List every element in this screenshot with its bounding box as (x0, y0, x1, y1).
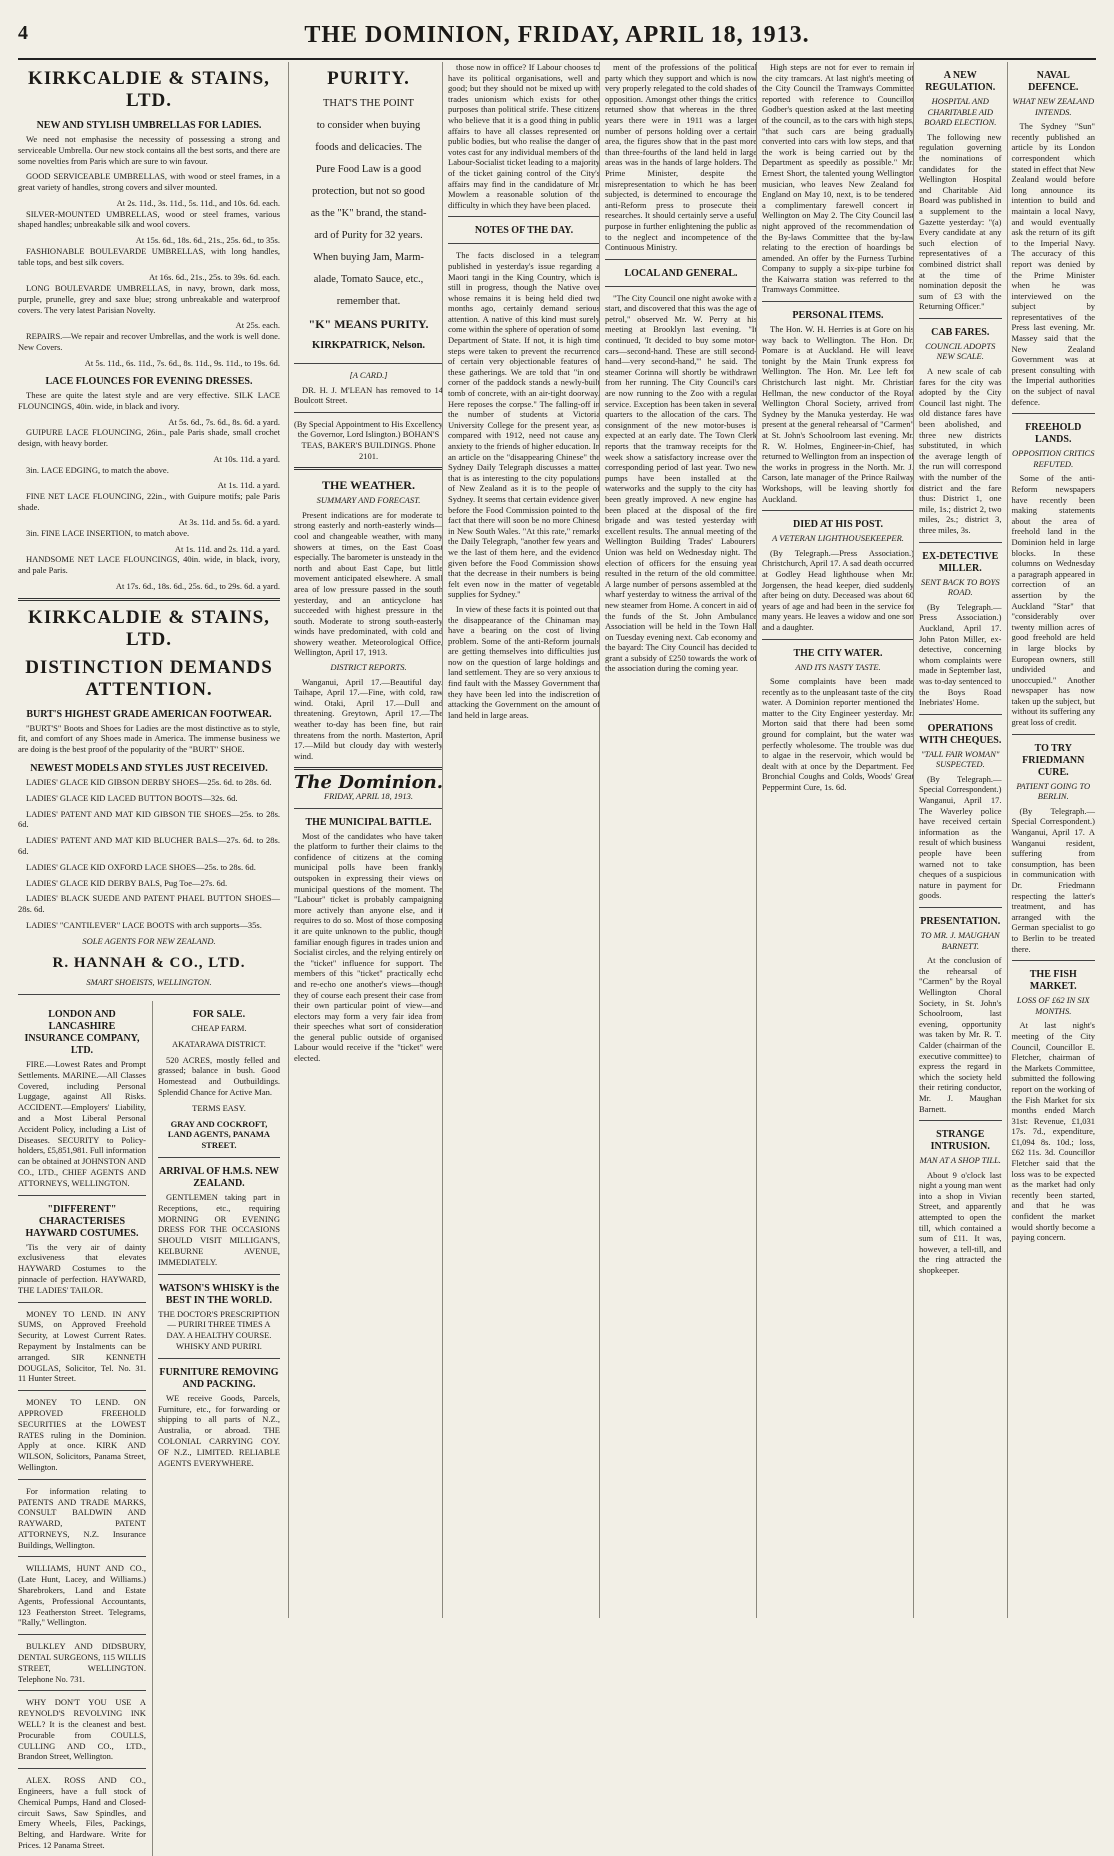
local-continued: High steps are not for ever to remain in the city tramcars. At last night's meeting of the City Council the Tramways Committee reported with reference to Councillor Godber's question asked at the last meeting of the council, as to the cars with high steps, "that such cars are being gradually converted into cars with low steps, and that the work is being carried out by the Department as speedily as possible." Mr. Ernest Short, the talented young Wellington musician, who leaves New Zealand for England on May 10, next, is to be tendered a complimentary farewell concert in Wellington on May 2. The City Council last night approved of the recommendation of the By-laws Committee that the by-law relating to the erection of hoardings be amended. An offer by the Furness Turbine Company to supply a six-pipe turbine for the Kaiwarra station was referred to the Tramways Committee. (762, 62, 914, 295)
local-heading: LOCAL AND GENERAL. (624, 267, 738, 279)
column-editorial (442, 62, 600, 1618)
umbrella-item: GOOD SERVICEABLE UMBRELLAS, with wood or steel frames, in a great variety of handles, strong covers and silver mounted. At 2s. 11d., 3s. 11d., 5s. 11d., and 10s. 6d. each. (18, 171, 280, 208)
sole-agents: SOLE AGENTS FOR NEW ZEALAND. (82, 935, 216, 946)
cab-subheading: COUNCIL ADOPTS NEW SCALE. (925, 340, 996, 362)
burt-subheading: NEWEST MODELS AND STYLES JUST RECEIVED. (30, 763, 268, 775)
freehold-heading: FREEHOLD LANDS. (1025, 422, 1082, 446)
purity-heading: PURITY. (327, 68, 410, 89)
card-heading: [A CARD.] (349, 370, 388, 380)
detective-subheading: SENT BACK TO BOYS ROAD. (920, 576, 1000, 598)
insurance-body: FIRE.—Lowest Rates and Prompt Settlements. MARINE.—All Classes Covered, including Personal Luggage, against All Risks. ACCIDENT.—Employers' Liability, and a Most Liberal Personal Accident Policy, including a List of Diseases. SECURITY to Policy-holders, £5,851,981. Full information can be obtained at JOHNSTON AND CO., LTD., CHIEF AGENTS AND ATTORNEYS, WELLINGTON. (18, 1059, 146, 1188)
friedmann-body: (By Telegraph.—Special Correspondent.) Wanganui, April 17. A Wanganui resident, suffering from consumption, has been in communication with Dr. Friedmann respecting the latter's treatment, and has arranged with the German specialist to go to Berlin to be treated there. (1011, 805, 1095, 954)
weather-heading: THE WEATHER. (322, 478, 415, 493)
shoe-item: LADIES' GLACE KID GIBSON DERBY SHOES—25s. 6d. to 28s. 6d. (26, 777, 272, 788)
lace-item: HANDSOME NET LACE FLOUNCINGS, 40in. wide, in black, ivory, and pale Paris. At 17s. 6d., 18s. 6d., 25s. 6d., to 29s. 6d. a yard. (18, 554, 280, 592)
died-heading: DIED AT HIS POST. (792, 519, 884, 531)
small-ad: MONEY TO LEND. ON APPROVED FREEHOLD SECURITIES at the LOWEST RATES ruling in the Dominion. Apply at once. KIRK AND WILSON, Solicitors, Panama Street, Wellington. (18, 1397, 146, 1472)
lace-item: GUIPURE LACE FLOUNCING, 26in., pale Paris shade, small crochet design, with heavy border. At 10s. 11d. a yard. (18, 427, 280, 464)
column-news (913, 62, 1095, 1618)
notes-heading: NOTES OF THE DAY. (474, 225, 574, 237)
personal-body: The Hon. W. H. Herries is at Gore on his way back to Wellington. The Hon. Dr. Pomare is at Auckland. He will leave tonight by the Main Trunk express for Wellington. The Hon. Mr. Lee left for Christchurch last night. Mr. Christian Hellman, the new conductor of the Royal Wellington Choral Society, arrived from Sydney by the Manuka yesterday. He was present at the general rehearsal of "Carmen" at St. John's Schoolroom last evening. Mr. R. W. Holmes, Engineer-in-Chief, has returned to Wellington from an inspection of the works in progress in the North. Mr. J. Carson, late manager of the Prince Railway Workshops, will be leaving shortly for Auckland. (762, 324, 914, 504)
for-sale-heading: FOR SALE. (192, 1009, 246, 1020)
purity-ad: THAT'S THE POINT to consider when buying foods and delicacies. The Pure Food Law is a good protection, but not so good as the "K" brand, the stand- ard of Purity for 32 years. When buying Jam, Marm- alade, Tomato Sauce, etc., remember that. "K" MEANS PURITY. KIRKPATRICK, Nelson. (308, 98, 429, 351)
lace-item: 3in. FINE LACE INSERTION, to match above. At 1s. 11d. and 2s. 11d. a yard. (26, 528, 280, 554)
umbrella-item: REPAIRS.—We repair and recover Umbrellas, and the work is well done. New Covers. At 5s. 11d., 6s. 11d., 7s. 6d., 8s. 11d., 9s. 11d., to 19s. 6d. (18, 330, 280, 368)
presentation-body: At the conclusion of the rehearsal of "Carmen" by the Royal Wellington Choral Society, in St. John's Schoolroom, last evening, opportunity was taken by Mr. R. T. Calder (chairman of the executive committee) to express the regard in which the society held their retiring conductor, Mr. J. Maughan Barnett. (919, 955, 1002, 1114)
hannah-heading: R. HANNAH & CO., LTD. (52, 955, 246, 972)
presentation-subheading: TO MR. J. MAUGHAN BARNETT. (920, 930, 1000, 951)
small-ad: For information relating to PATENTS AND TRADE MARKS, CONSULT BALDWIN AND RAYWARD, PATENT ATTORNEYS, N.Z. Insurance Buildings, Wellington. (18, 1485, 146, 1550)
page-number: 4 (18, 22, 28, 44)
shoe-item: LADIES' GLACE KID LACED BUTTON BOOTS—32s. 6d. (26, 792, 238, 803)
hayward-heading: "DIFFERENT" CHARACTERISES HAYWARD COSTUMES. (25, 1203, 139, 1239)
small-ad: MONEY TO LEND. IN ANY SUMS, on Approved Freehold Security, at Lowest Current Rates. Repayment by Instalments can be arranged. SIR KENNETH DOUGLAS, Solicitor, Tel. No. 31. 11 Hunter Street. (18, 1308, 146, 1384)
dateline: FRIDAY, APRIL 18, 1913. (323, 791, 414, 801)
lace-item: 3in. LACE EDGING, to match the above. At 1s. 11d. a yard. (26, 464, 280, 491)
small-ad: WHY DON'T YOU USE A REYNOLD'S REVOLVING INK WELL? It is the cleanest and best. Procurable from COULLS, CULLING AND CO., LTD., Brandon Street, Wellington. (18, 1697, 146, 1762)
masthead (18, 22, 1096, 60)
dominion-masthead: The Dominion. (294, 772, 443, 794)
lower-ads-left (18, 1001, 146, 1856)
lace-item: FINE NET LACE FLOUNCING, 22in., with Guipure motifs; pale Paris shade. At 3s. 11d. and 5s. 6d. a yard. (18, 490, 280, 528)
notes-body: The facts disclosed in a telegram published in yesterday's issue regarding a Maori tangi in the King Country, which is still in progress, though the Native over whose remains it is being held died two months ago, certainly demand serious attention. A native of this kind must surely come within the sphere of operation of some Department of State. If not, it is high time steps were taken to prevent the recurrence of certain very objectionable features of these gatherings. We are told that "in one corner of the paddock stands a newly-built tomb of concrete, with an air-tight doorway. Here reposes the corpse." The falling-off in the number of students at Victoria University College for the present year, as compared with 1912, need not cause any anxiety to the friends of higher education. In an article on the "disappearing Chinese" the Sydney Daily Telegraph discusses a matter that is as interesting to the city populations of New Zealand as it is to the people of Sydney. It seems that certain evidence given before the Food Commission pointed to the fact that there will soon be no more Chinese in New South Wales. "At this rate," remarks the Daily Telegraph, "another few years and we the last of them here, and the evidence given before the Food Commission shows that the decrease in their numbers is being felt even now in the matter of vegetable supplies for Sydney." (448, 250, 600, 600)
died-subheading: A VETERAN LIGHTHOUSEKEEPER. (772, 533, 904, 544)
shoe-item: LADIES' PATENT AND MAT KID BLUCHER BALS—27s. 6d. to 28s. 6d. (18, 835, 280, 857)
detective-heading: EX-DETECTIVE MILLER. (922, 550, 999, 574)
naval-body: The Sydney "Sun" recently published an article by its London correspondent which stated in effect that New Zealand would before long announce its intention to build and maintain a local Navy, and would eventually ask the return of its gift to the Imperial Navy. The accuracy of this report was denied by the Prime Minister when he was interviewed on the subject by representatives of the Press last evening. Mr. Massey said that the New Zealand Government was at present consulting with the Imperial authorities on the subject of naval defence. (1011, 121, 1095, 407)
furniture-heading: FURNITURE REMOVING AND PACKING. (159, 1366, 279, 1390)
lower-ads (18, 1001, 280, 1856)
hayward-body: 'Tis the very air of dainty exclusiveness that elevates HAYWARD Costumes to the pinnacle of perfection. HAYWARD, THE LADIES' TAILOR. (18, 1241, 146, 1295)
cheques-subheading: "TALL FAIR WOMAN" SUSPECTED. (921, 748, 1000, 770)
naval-heading: NAVAL DEFENCE. (1028, 70, 1079, 93)
card-text: DR. H. J. M'LEAN has removed to 14 Boulcott Street. (294, 384, 443, 406)
cab-heading: CAB FARES. (931, 326, 990, 338)
intrusion-subheading: MAN AT A SHOP TILL. (919, 1155, 1001, 1166)
weather-subheading: SUMMARY AND FORECAST. (316, 495, 421, 506)
hannah-subheading: SMART SHOEISTS, WELLINGTON. (86, 977, 212, 988)
page-columns (18, 62, 1096, 1851)
local-body: "The City Council one night awoke with a start, and discovered that this was the age of petrol," observed Mr. W. Perry at his meeting at Brooklyn last evening. "It continued, 'It decided to buy some motor-cars—second-hand. These are still second-hand—very second-hand,'" he said. The steamer Corinna will shortly be withdrawn from her running. The City Council's cars are now running to the Zoo with a regular service. Exception has been taken in several quarters to the allocation of the cars. The consignment of the new motor-buses is expected at an early date. The Town Clerk reports that the tramway receipts for the week show a satisfactory increase over the corresponding period of last year. Two new pumps have been installed at the waterworks and the supply to the city has been greatly improved. A new engine has been placed at the disposal of the fire brigade and was tested yesterday with excellent results. The annual meeting of the Wellington Building Trades' Labourers' Union was held on Wednesday night. The election of officers for the ensuing year resulted in the return of the old committee. A large number of persons assembled at the wharf yesterday to witness the arrival of the new steamer from Home. A concert in aid of the funds of the St. John Ambulance Association will be held in the Town Hall on Tuesday evening next. Cab economy and the bayard: The City Council has decided to grant a subsidy of £250 towards the work of the association during the coming year. (605, 292, 757, 674)
insurance-heading: LONDON AND LANCASHIRE INSURANCE COMPANY, LTD. (24, 1009, 140, 1056)
regulation-subheading: HOSPITAL AND CHARITABLE AID BOARD ELECTION. (924, 96, 997, 128)
divider (18, 994, 280, 995)
freehold-body: Some of the anti-Reform newspapers have recently been making statements about the area of freehold land in the Dominion held in large blocks. In these columns on Wednesday a paragraph appeared in correction of an assertion by the Auckland "Star" that "considerably over twenty million acres of good freehold are held in large blocks by European owners, still undivided and unoccupied." Another newspaper has now taken up the subject, but without its suffering any great loss of credit. (1011, 473, 1095, 728)
notes-body-2: In view of these facts it is pointed out that the disappearance of the Chinaman may have a bearing on the cost of living problem. Some of the anti-Reform journals are getting themselves into difficulties just now on the question of large holdings and land settlement. They are so very anxious to find fault with the Massey Government that they have been led into the indiscretion of attacking the Government on the amount of land held in large areas. (448, 603, 600, 720)
fish-heading: THE FISH MARKET. (1029, 969, 1077, 993)
small-ad: WILLIAMS, HUNT AND CO., (Late Hunt, Lacey, and Williams.) Sharebrokers, Land and Estate Agents, Professional Accountants, 123 Featherston Street. Telegrams, "Rally," Wellington. (18, 1563, 146, 1628)
weather-body: Present indications are for moderate to strong easterly and north-easterly winds—cool and changeable weather, with many showers at times, on the East Coast especially. The barometer is unsteady in the north and about East Cape, but little movement anticipated elsewhere. A small area of low pressure passed in the south yesterday, and an anticyclone has succeeded with highest pressure in the south. Moderate to strong south-easterly winds have predominated, with cold and showery weather. Meteorological Office, Wellington, April 17, 1913. (294, 509, 443, 658)
intrusion-heading: STRANGE INTRUSION. (930, 1129, 990, 1153)
friedmann-subheading: PATIENT GOING TO BERLIN. (1016, 780, 1091, 802)
umbrella-item: FASHIONABLE BOULEVARDE UMBRELLAS, with long handles, table tops, and best silk covers. At 16s. 6d., 21s., 25s. to 39s. 6d. each. (18, 245, 280, 283)
water-body: Some complaints have been made recently as to the unpleasant taste of the city water. A Dominion reporter mentioned the matter to the City Engineer yesterday. Mr. Morton said that there had been some ground for complaint, but the water was perfectly wholesome. The trouble was due to algae in the reservoir, which would be dealt with at once by the Department. Fee Bronchial Coughs and Colds, Woods' Great Peppermint Cure, 1s. 6d. (762, 676, 914, 793)
naval-subheading: WHAT NEW ZEALAND INTENDS. (1012, 96, 1095, 117)
water-heading: THE CITY WATER. (793, 647, 883, 659)
district-heading: DISTRICT REPORTS. (330, 662, 407, 673)
tea-ad: (By Special Appointment to His Excellency the Governor, Lord Islington.) BOHAN'S TEAS, BAKER'S BUILDINGS. Phone 2101. (294, 418, 443, 461)
column-local (599, 62, 757, 1618)
umbrella-item: SILVER-MOUNTED UMBRELLAS, wood or steel frames, various shaped handles; unbreakable silk and wool covers. At 15s. 6d., 18s. 6d., 21s., 25s. 6d., to 35s. (18, 208, 280, 246)
lower-ads-right: FOR SALE. CHEAP FARM. AKATARAWA DISTRICT. 520 ACRES, mostly felled and grassed; balance in bush. Good Homestead and Outbuildings. Splendid Chance for Active Man. TERMS EASY. GRAY AND COCKROFT, LAND AGENTS, PANAMA STREET. ARRIVAL OF H.M.S. NEW ZEALAND. GENTLEMEN taking part in Receptions, etc., requiring MORNING OR EVENING DRESS FOR THE OCCASIONS SHOULD VISIT MILLIGAN'S, KELBURNE AVENUE, IMMEDIATELY. WATSON'S WHISKY is the BEST IN THE WORLD. THE DOCTOR'S PRESCRIPTION— PURIRI THREE TIMES A DAY. A HEALTHY COURSE. WHISKY AND PURIRI. FURNITURE REMOVING AND PACKING. WE receive Goods, Parcels, Furniture, etc., for forwarding or shipping to all parts of N.Z., Australia, or abroad. THE COLONIAL CARRYING COY. OF N.Z., LIMITED. RELIABLE AGENTS EVERYWHERE. (152, 1001, 280, 1856)
lace-item: These are quite the latest style and are very effective. SILK LACE FLOUNCINGS, 40in. wide, in black and ivory. At 5s. 6d., 7s. 6d., 8s. 6d. a yard. (18, 390, 280, 427)
kirkcaldie-heading-2: KIRKCALDIE & STAINS, LTD. (28, 606, 270, 650)
battle-heading: THE MUNICIPAL BATTLE. (305, 816, 432, 828)
umbrella-heading: NEW AND STYLISH UMBRELLAS FOR LADIES. (36, 120, 262, 131)
editorial-continued: those now in office? If Labour chooses to have its political organisations, well and good; but they should not be mixed up with trades unionism which exists for other purposes than political strife. These citizens who believe that it is a good thing in public affairs to have all classes represented on public bodies, but who realise the danger of votes cast for any individual members of the Labour-Socialist ticket leading to a majority of the ticket gaining control of the City's affairs may find in the candidature of Mr. Mowlem a reasonable solution of the difficulty in which they have been placed. (448, 62, 600, 210)
burt-intro: "BURT'S" Boots and Shoes for Ladies are the most distinctive as to style, fit, and comfort of any Shoes made in America. The immense business we are doing is the best proof of the popularity of the "BURT" SHOE. (18, 722, 280, 755)
died-body: (By Telegraph.—Press Association.) Christchurch, April 17. A sad death occurred at Godley Head lighthouse when Mr. Jorgensen, the head keeper, died suddenly after being on duty. Deceased was about 60 years of age and had been in the service for many years. He leaves a widow and one son and a daughter. (762, 547, 914, 632)
freehold-subheading: OPPOSITION CRITICS REFUTED. (1012, 448, 1095, 469)
fish-body: At last night's meeting of the City Council, Councillor E. Fletcher, chairman of the Markets Committee, submitted the following report on the working of the Fish Market for six months ended March 31st: Revenue, £1,031 17s. 7d., expenditure, £1,094 8s. 10d.; loss, £62 11s. 3d. Councillor Fletcher said that the loss was to be expected as the market had only recently been started, and that he was confident the market would shortly become a paying concern. (1011, 1020, 1095, 1243)
news-split (919, 62, 1095, 1618)
battle-body: Most of the candidates who have taken the platform to further their claims to the confidence of citizens at the coming municipal polls have been frankly outspoken in expressing their views on municipal questions of the moment. The "Labour" ticket is probably campaigning more actively than anyone else, and it requires to do so. Most of those composing it are quite unknown to the public, though familiar enough figures in trades union and Socialist circles, and the relying entirely on the "ticket" influence for support. The members of this "ticket" practically echo and re-echo one another's views—though they of course each present their case from their own particular point of view—and electors may form a very fair idea from their speeches what sort of consideration the general public outside of organised Labour would receive if the "ticket" were elected. (294, 830, 443, 1064)
editorial-continued: ment of the professions of the political party which they support and which is now very properly relegated to the cold shades of opposition. Amongst other things the critics returned show that whereas in the three years there were in 1911 was a larger number of persons holding over a certain area, the figures show that in the past more than three-fourths of the land held in large areas was in the hands of large holders. The Prime Minister, despite the misrepresentation to which he has been subjected, is determined to encourage the anti-Reform press to prosecute their researches. It should certainly serve a useful purpose in further enlightening the public as to the neglect and incompetence of the Continuous Ministry. (605, 62, 757, 253)
shoe-item: LADIES' GLACE KID OXFORD LACE SHOES—25s. to 28s. 6d. (26, 861, 256, 872)
intrusion-body: About 9 o'clock last night a young man went into a shop in Vivian Street, and apparently attempted to open the till, which contained a sum of £11. It was, however, a tell-till, and the ring attracted the shopkeeper. (919, 1169, 1002, 1276)
column-ads (18, 62, 280, 1851)
shoe-item: LADIES' PATENT AND MAT KID GIBSON TIE SHOES—25s. to 28s. 6d. (18, 808, 280, 830)
presentation-heading: PRESENTATION. (920, 916, 1001, 927)
shoe-item: LADIES' GLACE KID DERBY BALS, Pug Toe—27s. 6d. (26, 877, 228, 888)
small-ad: ALEX. ROSS AND CO., Engineers, have a full stock of Chemical Pumps, Hand and Closed-circuit Saws, Saw Spindles, and Emery Wheels, Files, Packings, Belting, and Hardware. Write for Prices. 12 Panama Street. (18, 1775, 146, 1851)
newspaper-title: THE DOMINION, FRIDAY, APRIL 18, 1913. (304, 22, 810, 48)
news-left (919, 62, 1002, 1618)
shoe-item: LADIES' "CANTILEVER" LACE BOOTS with arch supports—35s. (26, 920, 262, 931)
column-purity-weather (288, 62, 443, 1618)
personal-heading: PERSONAL ITEMS. (792, 310, 884, 322)
friedmann-heading: TO TRY FRIEDMANN CURE. (1022, 742, 1085, 778)
small-ad: BULKLEY AND DIDSBURY, DENTAL SURGEONS, 115 WILLIS STREET, WELLINGTON. Telephone No. 731. (18, 1641, 146, 1684)
burt-heading: BURT'S HIGHEST GRADE AMERICAN FOOTWEAR. (26, 708, 272, 720)
cheques-body: (By Telegraph.—Special Correspondent.) Wanganui, April 17. The Waverley police have received certain information as the result of which business people have been warned not to take cheques of a suspicious nature in payment for goods. (919, 773, 1002, 901)
whisky-heading: WATSON'S WHISKY is the BEST IN THE WORLD. (158, 1282, 280, 1306)
divider (18, 598, 280, 601)
distinction-heading: DISTINCTION DEMANDS ATTENTION. (25, 656, 273, 700)
regulation-heading: A NEW REGULATION. (925, 70, 996, 93)
kirkcaldie-heading: KIRKCALDIE & STAINS, LTD. (28, 68, 270, 111)
cheques-heading: OPERATIONS WITH CHEQUES. (919, 722, 1002, 746)
district-body: Wanganui, April 17.—Beautiful day. Taihape, April 17.—Fine, with cold, raw wind. Otaki, April 17.—Dull and threatening. Greytown, April 17.—The weather to-day has been fine, but rain threatens from the north. Masterton, April 17.—Mild but cloudy day with westerly wind. (294, 676, 443, 761)
cab-body: A new scale of cab fares for the city was adopted by the City Council last night. The old distance fares have been abolished, and three new districts substituted, in which the average length of the run will correspond with the number of the district and the fare thus: District 1, one mile, 1s.; district 2, two miles, 2s.; district 3, three miles, 3s. (919, 366, 1002, 535)
lace-heading: LACE FLOUNCES FOR EVENING DRESSES. (45, 376, 253, 388)
column-personal (756, 62, 914, 1618)
arrival-heading: ARRIVAL OF H.M.S. NEW ZEALAND. (158, 1165, 279, 1189)
regulation-body: The following new regulation governing the nominations of candidates for the Wellington Hospital and Charitable Aid Board was published in a supplement to the Gazette yesterday: "(a) Every candidate at any such election of representatives of a combined district shall at the time of nomination deposit the sum of £3 with the Returning Officer." (919, 131, 1002, 312)
detective-body: (By Telegraph.—Press Association.) Auckland, April 17. John Paton Miller, ex-detective, concerning whom complaints were made in September last, was to-day sentenced to the Boys Road Inebriates' Home. (919, 601, 1002, 708)
news-right (1007, 62, 1095, 1618)
water-subheading: AND ITS NASTY TASTE. (795, 661, 881, 672)
fish-subheading: LOSS OF £62 IN SIX MONTHS. (1016, 995, 1090, 1016)
umbrella-intro: We need not emphasise the necessity of possessing a strong and serviceable Umbrella. Our new stock contains all the best sorts, and there are some novelties from Paris which are sure to win favour. (18, 134, 280, 166)
shoe-item: LADIES' BLACK SUEDE AND PATENT PHAEL BUTTON SHOES—28s. 6d. (18, 893, 280, 915)
umbrella-item: LONG BOULEVARDE UMBRELLAS, in navy, brown, dark moss, purple, prunelle, grey and saxe blue; strong unbreakable and waterproof covers. The very latest Parisian Novelty. At 25s. each. (18, 282, 280, 331)
